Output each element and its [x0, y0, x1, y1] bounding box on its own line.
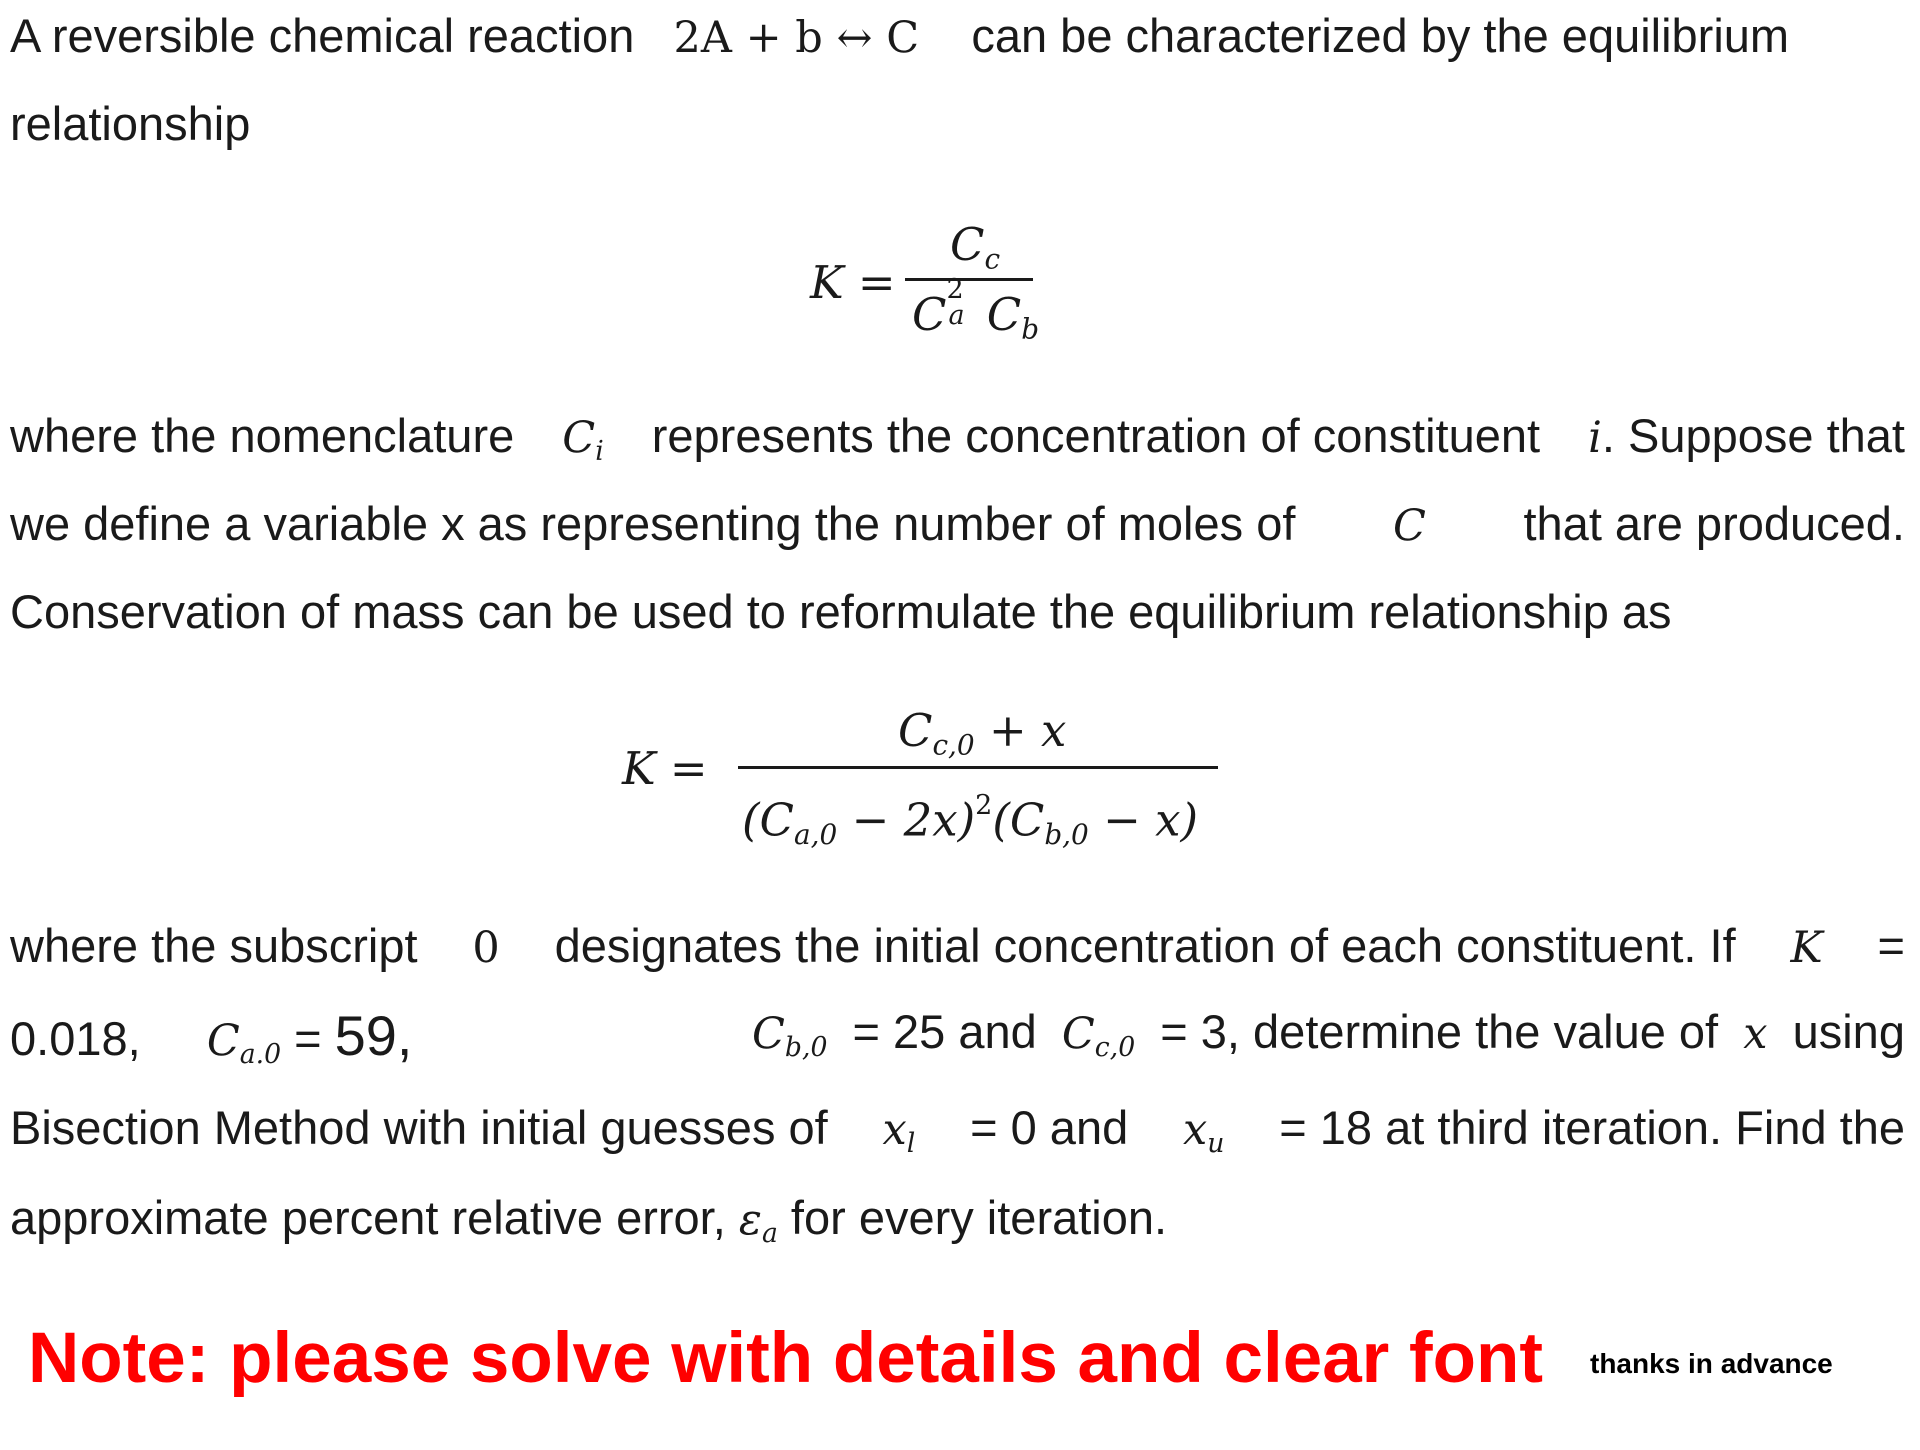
epsilon-symbol: $\varepsilon_a$ — [738, 1195, 778, 1249]
problem-line-4 — [10, 497, 1905, 551]
k-symbol: K — [1790, 923, 1823, 973]
line9-text-a: approximate percent relative error, — [10, 1191, 726, 1244]
xu-symbol: $x_u$ — [1183, 1105, 1225, 1159]
line3-text-a: where the nomenclature — [10, 409, 515, 462]
eq1-numerator: $C_c$ — [950, 218, 1001, 276]
xl-rest: = 0 and — [970, 1101, 1129, 1154]
note-text: Note: please solve with details and clear font — [28, 1319, 1544, 1398]
ci-symbol: $C_i$ — [562, 413, 604, 467]
line1-text-b: can be characterized by the equilibrium — [971, 9, 1790, 62]
ca0-value: 59, — [334, 1004, 413, 1067]
cc0-symbol: $C_{c,0}$ — [1061, 1009, 1136, 1063]
reaction-equation: 2A + b ↔ C — [673, 13, 920, 63]
thanks-text: thanks in advance — [1590, 1348, 1833, 1379]
ca0-symbol: $C_{a.0}$ — [206, 1016, 282, 1070]
line4-text-a: we define a variable x as representing the number of moles of — [10, 497, 1296, 550]
eq2-fraction-bar — [738, 766, 1218, 769]
line3-text-b: represents the concentration of constituent — [651, 409, 1541, 462]
eq1-fraction-bar — [905, 278, 1033, 281]
c-symbol: C — [1392, 501, 1426, 551]
xl-symbol: $x_l$ — [882, 1105, 916, 1159]
problem-line-6 — [10, 919, 1905, 973]
k-value: 0.018, — [10, 1012, 141, 1065]
eq2-lhs: K = — [622, 742, 708, 795]
eq1-denominator: C 2 a $C_b$ — [912, 274, 1040, 346]
problem-line-7-right — [752, 1005, 1905, 1063]
eq1-lhs: K = — [810, 256, 896, 309]
eq2-denominator: $(C_{a,0} - 2x)^2(C_{b,0} - x)$ — [742, 790, 1199, 851]
line8-text-a: Bisection Method with initial guesses of — [10, 1101, 828, 1154]
problem-line-1 — [10, 9, 1790, 63]
line9-text-b: for every iteration. — [790, 1191, 1168, 1244]
problem-line-5: Conservation of mass can be used to reformulate the equilibrium relationship as — [10, 585, 1672, 638]
problem-line-8 — [10, 1101, 1905, 1159]
x-symbol: x — [1743, 1009, 1768, 1059]
zero-symbol: 0 — [472, 923, 500, 973]
line7-using: using — [1792, 1005, 1905, 1058]
line6-text-b: designates the initial concentration of each constituent. If — [554, 919, 1736, 972]
line6-text-a: where the subscript — [10, 919, 418, 972]
problem-line-2: relationship — [10, 97, 251, 150]
line4-text-b: that are produced. — [1523, 497, 1905, 550]
line3-tail: i. Suppose that — [1588, 409, 1905, 463]
line1-text-a: A reversible chemical reaction — [10, 9, 635, 62]
problem-line-9 — [10, 1191, 1168, 1249]
cc0-rest: = 3, determine the value of — [1160, 1005, 1719, 1058]
cb0-rest: = 25 and — [852, 1005, 1037, 1058]
xu-rest: = 18 at third iteration. Find the — [1279, 1101, 1905, 1154]
ca0-eq: = — [294, 1012, 322, 1065]
line6-eq: = — [1877, 919, 1905, 972]
problem-line-3 — [10, 409, 1905, 467]
eq2-numerator: $C_{c,0} + x$ — [898, 704, 1067, 762]
cb0-symbol: $C_{b,0}$ — [752, 1009, 828, 1063]
problem-line-7 — [10, 1004, 413, 1070]
